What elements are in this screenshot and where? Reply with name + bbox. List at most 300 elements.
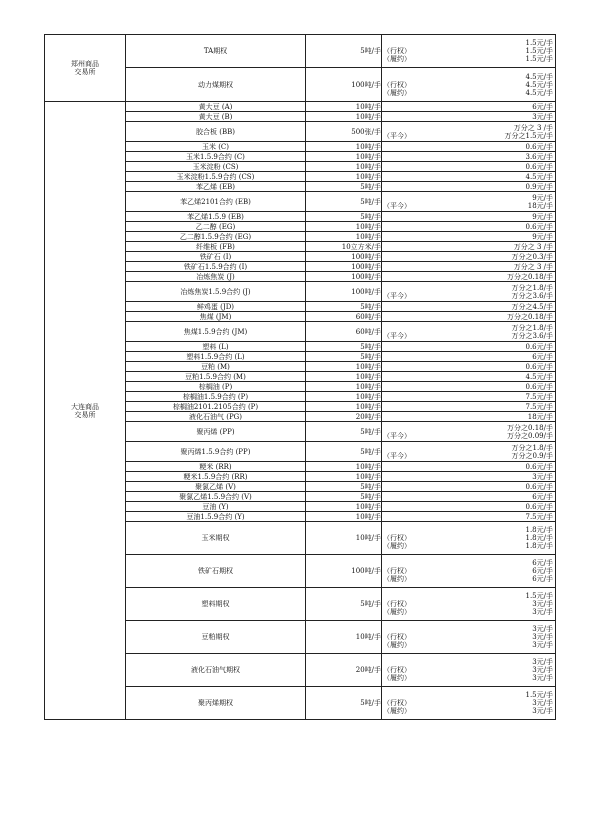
fee-qualifier: （行权） — [383, 80, 411, 89]
fee-line — [382, 47, 555, 55]
fee-value: 18元/手 — [527, 201, 553, 210]
product-name: 冶炼焦炭 (J) — [126, 272, 306, 282]
fee-qualifier — [382, 625, 453, 633]
fee-line — [382, 526, 555, 534]
fee-qualifier: （行权） — [383, 699, 411, 707]
fee-line — [382, 194, 555, 202]
fee-qualifier — [382, 393, 453, 401]
fee-qualifier — [382, 163, 453, 171]
fee-qualifier: （平今） — [383, 451, 411, 460]
fee-cell — [382, 555, 556, 588]
contract-unit: 100吨/手 — [306, 272, 382, 282]
fee-line — [382, 183, 555, 191]
fee-cell — [382, 654, 556, 687]
contract-unit: 100吨/手 — [306, 282, 382, 302]
contract-unit: 5吨/手 — [306, 492, 382, 502]
fee-qualifier: （履约） — [383, 88, 411, 97]
fee-cell — [382, 112, 556, 122]
fee-line — [382, 444, 555, 452]
fee-qualifier: （平今） — [383, 431, 411, 440]
fee-cell — [382, 512, 556, 522]
fee-cell — [382, 412, 556, 422]
fee-cell — [382, 172, 556, 182]
fee-value: 万分之1.5元/手 — [504, 131, 553, 140]
fee-value: 3元/手 — [532, 112, 553, 121]
fee-qualifier — [382, 194, 453, 202]
product-name: 玉米淀粉1.5.9合约 (CS) — [126, 172, 306, 182]
fee-line — [382, 674, 555, 682]
contract-unit: 5吨/手 — [306, 422, 382, 442]
product-name: 玉米 (C) — [126, 142, 306, 152]
contract-unit: 10吨/手 — [306, 102, 382, 112]
fee-table — [44, 34, 556, 720]
fee-value: 9元/手 — [532, 212, 553, 221]
fee-qualifier — [382, 243, 453, 251]
product-name: 黄大豆 (A) — [126, 102, 306, 112]
contract-unit: 5吨/手 — [306, 342, 382, 352]
product-name: 动力煤期权 — [126, 68, 306, 102]
product-name: 铁矿石1.5.9合约 (I) — [126, 262, 306, 272]
fee-line — [382, 103, 555, 111]
fee-line — [382, 608, 555, 616]
fee-line — [382, 424, 555, 432]
fee-qualifier — [382, 658, 453, 666]
fee-qualifier — [382, 284, 453, 292]
fee-qualifier — [382, 103, 453, 111]
fee-line — [382, 284, 555, 292]
fee-qualifier — [382, 353, 453, 361]
fee-line — [382, 73, 555, 81]
fee-line — [382, 625, 555, 633]
product-name: 铁矿石期权 — [126, 555, 306, 588]
contract-unit: 100吨/手 — [306, 68, 382, 102]
fee-qualifier — [382, 233, 453, 241]
fee-value: 3元/手 — [532, 472, 553, 481]
contract-unit: 10立方米/手 — [306, 242, 382, 252]
fee-value: 1.5元/手 — [525, 55, 553, 63]
fee-value: 4.5元/手 — [525, 80, 553, 89]
contract-unit: 10吨/手 — [306, 142, 382, 152]
exchange-name — [45, 102, 126, 720]
fee-line — [382, 567, 555, 575]
fee-line — [382, 353, 555, 361]
fee-line — [382, 503, 555, 511]
fee-qualifier — [382, 363, 453, 371]
product-name: 液化石油气 (PG) — [126, 412, 306, 422]
fee-line — [382, 658, 555, 666]
contract-unit: 100吨/手 — [306, 555, 382, 588]
fee-value: 18元/手 — [527, 412, 553, 421]
fee-qualifier — [382, 273, 453, 281]
fee-cell — [382, 687, 556, 720]
fee-value: 万分之0.9/手 — [511, 451, 553, 460]
fee-cell — [382, 68, 556, 102]
contract-unit: 10吨/手 — [306, 522, 382, 555]
contract-unit: 10吨/手 — [306, 462, 382, 472]
contract-unit: 10吨/手 — [306, 162, 382, 172]
fee-line — [382, 542, 555, 550]
fee-value: 6元/手 — [532, 492, 553, 501]
contract-unit: 10吨/手 — [306, 232, 382, 242]
contract-unit: 10吨/手 — [306, 472, 382, 482]
fee-line — [382, 303, 555, 311]
fee-line — [382, 699, 555, 707]
fee-line — [382, 253, 555, 261]
contract-unit: 100吨/手 — [306, 252, 382, 262]
fee-cell — [382, 302, 556, 312]
fee-line — [382, 691, 555, 699]
fee-qualifier: （履约） — [383, 608, 411, 616]
fee-value: 3元/手 — [532, 608, 553, 616]
fee-value: 3元/手 — [532, 641, 553, 649]
contract-unit: 5吨/手 — [306, 352, 382, 362]
fee-cell — [382, 242, 556, 252]
fee-value: 0.9元/手 — [525, 182, 553, 191]
fee-cell — [382, 492, 556, 502]
product-name: 棕榈油2101.2105合约 (P) — [126, 402, 306, 412]
fee-line — [382, 641, 555, 649]
fee-value: 3.6元/手 — [525, 152, 553, 161]
fee-qualifier — [382, 173, 453, 181]
fee-qualifier: （行权） — [383, 666, 411, 674]
product-name: 塑料1.5.9合约 (L) — [126, 352, 306, 362]
fee-qualifier — [382, 493, 453, 501]
fee-value: 3元/手 — [532, 633, 553, 641]
product-name: 苯乙烯2101合约 (EB) — [126, 192, 306, 212]
product-name: 鲜鸡蛋 (JD) — [126, 302, 306, 312]
contract-unit: 5吨/手 — [306, 588, 382, 621]
fee-qualifier — [382, 263, 453, 271]
fee-cell — [382, 502, 556, 512]
fee-qualifier — [382, 463, 453, 471]
fee-qualifier: （平今） — [383, 201, 411, 210]
fee-line — [382, 473, 555, 481]
fee-qualifier — [382, 473, 453, 481]
product-name: 玉米1.5.9合约 (C) — [126, 152, 306, 162]
fee-cell — [382, 262, 556, 272]
fee-cell — [382, 382, 556, 392]
fee-qualifier: （履约） — [383, 674, 411, 682]
fee-line — [382, 600, 555, 608]
exchange-label: 郑州商品 交易所 — [71, 60, 99, 76]
fee-line — [382, 483, 555, 491]
contract-unit: 100吨/手 — [306, 262, 382, 272]
fee-value: 万分之3.6/手 — [511, 291, 553, 300]
fee-qualifier — [382, 143, 453, 151]
fee-cell — [382, 342, 556, 352]
fee-value: 0.6元/手 — [525, 142, 553, 151]
contract-unit: 10吨/手 — [306, 382, 382, 392]
fee-value: 3元/手 — [532, 666, 553, 674]
contract-unit: 10吨/手 — [306, 372, 382, 382]
fee-cell — [382, 621, 556, 654]
contract-unit: 5吨/手 — [306, 192, 382, 212]
product-name: 聚丙烯1.5.9合约 (PP) — [126, 442, 306, 462]
fee-value: 9元/手 — [532, 193, 553, 202]
fee-line — [382, 313, 555, 321]
fee-cell — [382, 102, 556, 112]
fee-line — [382, 633, 555, 641]
fee-cell — [382, 392, 556, 402]
fee-line — [382, 223, 555, 231]
fee-qualifier: （行权） — [383, 567, 411, 575]
product-name: 冶炼焦炭1.5.9合约 (J) — [126, 282, 306, 302]
product-name: 聚丙烯期权 — [126, 687, 306, 720]
fee-value: 9元/手 — [532, 232, 553, 241]
fee-value: 0.6元/手 — [525, 362, 553, 371]
fee-value: 6元/手 — [532, 352, 553, 361]
product-name: 塑料 (L) — [126, 342, 306, 352]
fee-value: 万分之3.6/手 — [511, 331, 553, 340]
fee-cell — [382, 472, 556, 482]
product-name: 纤维板 (FB) — [126, 242, 306, 252]
fee-cell — [382, 422, 556, 442]
product-name: 粳米1.5.9合约 (RR) — [126, 472, 306, 482]
fee-value: 7.5元/手 — [525, 392, 553, 401]
fee-cell — [382, 162, 556, 172]
fee-value: 万分之0.09/手 — [507, 431, 553, 440]
fee-value: 7.5元/手 — [525, 512, 553, 521]
fee-line — [382, 113, 555, 121]
contract-unit: 60吨/手 — [306, 322, 382, 342]
contract-unit: 5吨/手 — [306, 182, 382, 192]
fee-line — [382, 81, 555, 89]
fee-line — [382, 463, 555, 471]
fee-value: 1.8元/手 — [525, 534, 553, 542]
fee-value: 3元/手 — [532, 600, 553, 608]
contract-unit: 5吨/手 — [306, 482, 382, 492]
fee-qualifier — [382, 213, 453, 221]
contract-unit: 5吨/手 — [306, 687, 382, 720]
fee-line — [382, 383, 555, 391]
fee-qualifier: （平今） — [383, 131, 411, 140]
fee-qualifier: （平今） — [383, 331, 411, 340]
fee-qualifier — [382, 444, 453, 452]
fee-cell — [382, 232, 556, 242]
fee-value: 4.5元/手 — [525, 72, 553, 81]
fee-line — [382, 39, 555, 47]
product-name: 焦煤 (JM) — [126, 312, 306, 322]
product-name: 黄大豆 (B) — [126, 112, 306, 122]
contract-unit: 10吨/手 — [306, 222, 382, 232]
product-name: 苯乙烯 (EB) — [126, 182, 306, 192]
contract-unit: 10吨/手 — [306, 502, 382, 512]
fee-value: 0.6元/手 — [525, 162, 553, 171]
fee-value: 万分之4.5/手 — [511, 302, 553, 311]
fee-cell — [382, 182, 556, 192]
product-name: 焦煤1.5.9合约 (JM) — [126, 322, 306, 342]
contract-unit: 20吨/手 — [306, 412, 382, 422]
fee-qualifier — [382, 153, 453, 161]
fee-line — [382, 343, 555, 351]
product-name: 棕榈油 (P) — [126, 382, 306, 392]
product-name: 乙二醇 (EG) — [126, 222, 306, 232]
fee-value: 万分之0.18/手 — [507, 423, 553, 432]
fee-qualifier — [382, 424, 453, 432]
fee-value: 4.5元/手 — [525, 88, 553, 97]
product-name: 豆粕期权 — [126, 621, 306, 654]
fee-value: 4.5元/手 — [525, 372, 553, 381]
fee-qualifier — [382, 113, 453, 121]
fee-value: 万分之 3 /手 — [513, 262, 553, 271]
fee-qualifier — [382, 39, 453, 47]
fee-qualifier — [382, 183, 453, 191]
fee-qualifier — [382, 526, 453, 534]
product-name: 玉米期权 — [126, 522, 306, 555]
fee-value: 万分之 3 /手 — [513, 242, 553, 251]
fee-line — [382, 153, 555, 161]
fee-line — [382, 493, 555, 501]
fee-value: 1.5元/手 — [525, 691, 553, 699]
fee-qualifier — [382, 253, 453, 261]
fee-line — [382, 332, 555, 340]
product-name: 苯乙烯1.5.9 (EB) — [126, 212, 306, 222]
fee-qualifier — [382, 223, 453, 231]
product-name: 豆油1.5.9合约 (Y) — [126, 512, 306, 522]
fee-line — [382, 452, 555, 460]
fee-line — [382, 513, 555, 521]
fee-qualifier — [382, 403, 453, 411]
fee-line — [382, 413, 555, 421]
product-name: 胶合板 (BB) — [126, 122, 306, 142]
fee-cell — [382, 142, 556, 152]
product-name: 玉米淀粉 (CS) — [126, 162, 306, 172]
fee-value: 0.6元/手 — [525, 222, 553, 231]
product-name: 聚氯乙烯 (V) — [126, 482, 306, 492]
fee-line — [382, 263, 555, 271]
fee-line — [382, 324, 555, 332]
fee-cell — [382, 252, 556, 262]
fee-line — [382, 292, 555, 300]
product-name: 液化石油气期权 — [126, 654, 306, 687]
contract-unit: 10吨/手 — [306, 152, 382, 162]
fee-line — [382, 363, 555, 371]
contract-unit: 10吨/手 — [306, 172, 382, 182]
fee-line — [382, 666, 555, 674]
contract-unit: 5吨/手 — [306, 302, 382, 312]
fee-qualifier: （履约） — [383, 707, 411, 715]
fee-value: 0.6元/手 — [525, 482, 553, 491]
fee-value: 6元/手 — [532, 567, 553, 575]
fee-qualifier — [382, 303, 453, 311]
fee-line — [382, 575, 555, 583]
fee-cell — [382, 282, 556, 302]
fee-qualifier: （行权） — [383, 600, 411, 608]
fee-value: 3元/手 — [532, 674, 553, 682]
product-name: 豆粕 (M) — [126, 362, 306, 372]
product-name: 豆粕1.5.9合约 (M) — [126, 372, 306, 382]
fee-qualifier: （行权） — [383, 47, 411, 55]
fee-line — [382, 373, 555, 381]
product-name: 聚氯乙烯1.5.9合约 (V) — [126, 492, 306, 502]
contract-unit: 10吨/手 — [306, 512, 382, 522]
fee-line — [382, 393, 555, 401]
fee-value: 3元/手 — [532, 707, 553, 715]
fee-line — [382, 132, 555, 140]
fee-value: 7.5元/手 — [525, 402, 553, 411]
fee-line — [382, 89, 555, 97]
fee-value: 0.6元/手 — [525, 502, 553, 511]
fee-cell — [382, 372, 556, 382]
fee-qualifier — [382, 503, 453, 511]
fee-line — [382, 163, 555, 171]
fee-qualifier — [382, 124, 453, 132]
fee-cell — [382, 35, 556, 68]
fee-cell — [382, 522, 556, 555]
product-name: 豆油 (Y) — [126, 502, 306, 512]
fee-value: 万分之0.18/手 — [507, 312, 553, 321]
fee-table-body — [45, 35, 556, 720]
fee-line — [382, 173, 555, 181]
fee-qualifier — [382, 559, 453, 567]
fee-qualifier: （行权） — [383, 534, 411, 542]
fee-cell — [382, 462, 556, 472]
fee-line — [382, 143, 555, 151]
fee-cell — [382, 442, 556, 462]
fee-qualifier — [382, 483, 453, 491]
fee-value: 万分之1.8/手 — [511, 443, 553, 452]
fee-line — [382, 403, 555, 411]
contract-unit: 20吨/手 — [306, 654, 382, 687]
fee-qualifier: （履约） — [383, 641, 411, 649]
contract-unit: 10吨/手 — [306, 392, 382, 402]
fee-value: 0.6元/手 — [525, 462, 553, 471]
fee-line — [382, 592, 555, 600]
fee-line — [382, 273, 555, 281]
fee-value: 万分之0.3/手 — [511, 252, 553, 261]
contract-unit: 10吨/手 — [306, 402, 382, 412]
product-name: 棕榈油1.5.9合约 (P) — [126, 392, 306, 402]
contract-unit: 5吨/手 — [306, 35, 382, 68]
fee-value: 3元/手 — [532, 625, 553, 633]
fee-qualifier — [382, 413, 453, 421]
fee-value: 6元/手 — [532, 102, 553, 111]
fee-value: 1.5元/手 — [525, 39, 553, 47]
fee-qualifier — [382, 313, 453, 321]
exchange-name — [45, 35, 126, 102]
fee-qualifier — [382, 691, 453, 699]
table-row — [45, 35, 556, 68]
fee-qualifier — [382, 383, 453, 391]
fee-cell — [382, 192, 556, 212]
fee-line — [382, 559, 555, 567]
fee-cell — [382, 362, 556, 372]
fee-cell — [382, 222, 556, 232]
product-name: 乙二醇1.5.9合约 (EG) — [126, 232, 306, 242]
fee-cell — [382, 152, 556, 162]
fee-line — [382, 124, 555, 132]
contract-unit: 500张/手 — [306, 122, 382, 142]
exchange-label: 大连商品 交易所 — [71, 402, 99, 419]
contract-unit: 10吨/手 — [306, 621, 382, 654]
product-name: 粳米 (RR) — [126, 462, 306, 472]
fee-value: 6元/手 — [532, 575, 553, 583]
fee-qualifier: （履约） — [383, 55, 411, 63]
fee-value: 1.5元/手 — [525, 592, 553, 600]
contract-unit: 10吨/手 — [306, 362, 382, 372]
fee-cell — [382, 322, 556, 342]
fee-qualifier — [382, 513, 453, 521]
fee-line — [382, 202, 555, 210]
fee-value: 3元/手 — [532, 658, 553, 666]
fee-value: 0.6元/手 — [525, 342, 553, 351]
fee-value: 万分之 3 /手 — [513, 123, 553, 132]
fee-cell — [382, 352, 556, 362]
fee-cell — [382, 272, 556, 282]
fee-qualifier — [382, 343, 453, 351]
fee-cell — [382, 588, 556, 621]
fee-line — [382, 432, 555, 440]
